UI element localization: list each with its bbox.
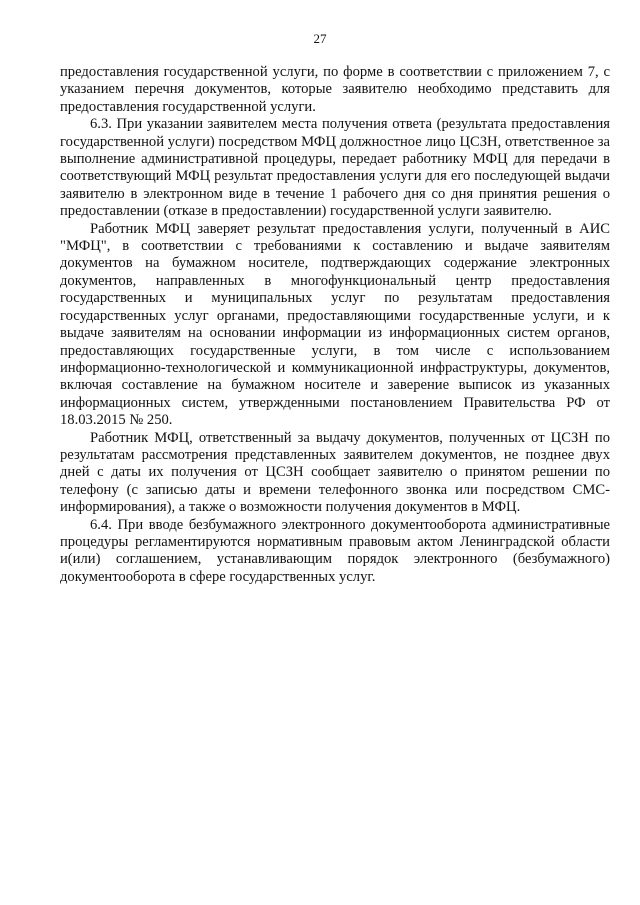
paragraph-mfc-certification: Работник МФЦ заверяет результат предоставления услуги, полученный в АИС "МФЦ", в соответствии с требованиями к составлению и выдаче заявителям документов на бумажном носителе, подтверждающих содержание электронных документов, направленных в многофункциональный центр предоставления государственных и муниципальных услуг по результатам предоставления государственных услуг органами, предоставляющими государственные услуги, и к выдаче заявителям на основании информации из информационных систем органов, предоставляющих государственные услуги, в том числе с использованием информационно-технологической и коммуникационной инфраструктуры, документов, включая составление на бумажном носителе и заверение выписок из указанных информационных систем, утвержденными постановлением Правительства РФ от 18.03.2015 № 250.: [60, 220, 610, 429]
paragraph-6-4: 6.4. При вводе безбумажного электронного документооборота административные процедуры регламентируются нормативным правовым актом Ленинградской области и(или) соглашением, устанавливающим порядок электронного (безбумажного) документооборота в сфере государственных услуг.: [60, 516, 610, 585]
paragraph-continuation: предоставления государственной услуги, по форме в соответствии с приложением 7, с указанием перечня документов, которые заявителю необходимо представить для предоставления государственной услуги.: [60, 64, 610, 115]
document-body: [60, 64, 610, 586]
paragraph-6-3: 6.3. При указании заявителем места получения ответа (результата предоставления государственной услуги) посредством МФЦ должностное лицо ЦСЗН, ответственное за выполнение административной процедуры, передает работнику МФЦ для передачи в соответствующий МФЦ результат предоставления услуги для его последующей выдачи заявителю в электронном виде в течение 1 рабочего дня со дня принятия решения о предоставлении (отказе в предоставлении) государственной услуги заявителю.: [60, 116, 610, 220]
paragraph-mfc-notification: Работник МФЦ, ответственный за выдачу документов, полученных от ЦСЗН по результатам рассмотрения представленных заявителем документов, не позднее двух дней с даты их получения от ЦСЗН сообщает заявителю о принятом решении по телефону (с записью даты и времени телефонного звонка или посредством СМС-информирования), а также о возможности получения документов в МФЦ.: [60, 429, 610, 516]
page-number: 27: [313, 31, 327, 46]
